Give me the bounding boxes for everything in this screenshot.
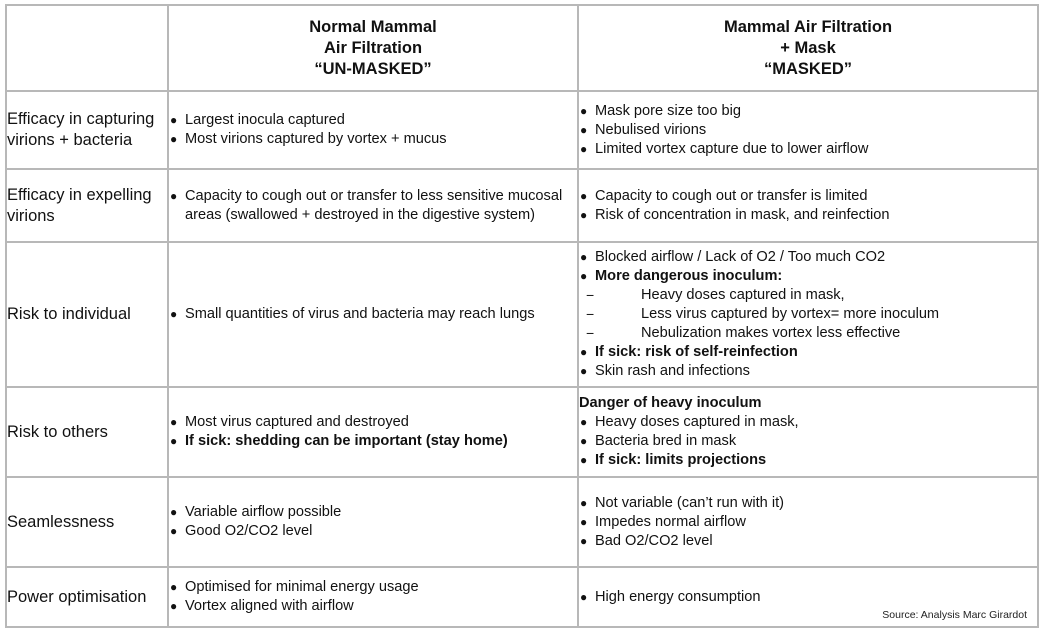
list-item	[579, 140, 1037, 159]
list-item	[169, 305, 577, 324]
row-label: Power optimisation	[6, 567, 168, 627]
list-item-text: Nebulization makes vortex less effective	[641, 325, 901, 341]
row-label: Risk to others	[6, 387, 168, 477]
bullet-icon: ●	[580, 141, 588, 156]
list-item-text: Mask pore size too big	[595, 102, 742, 119]
source-note: Source: Analysis Marc Girardot	[882, 609, 1027, 621]
list-item-text: Most virus captured and destroyed	[185, 414, 409, 430]
bullet-icon: ●	[170, 132, 178, 146]
bullet-icon: ●	[580, 103, 588, 118]
list-item	[169, 187, 577, 225]
list-item	[169, 503, 577, 522]
list-item	[579, 362, 1037, 381]
list-item-text: Bad O2/CO2 level	[595, 532, 713, 549]
bullet-icon: ●	[170, 580, 178, 594]
list-item	[579, 513, 1037, 532]
list-item	[169, 432, 577, 451]
masked-cell	[578, 91, 1038, 169]
list-item	[579, 494, 1037, 513]
list-item-text: Bacteria bred in mask	[595, 433, 737, 449]
list-item-text: High energy consumption	[595, 588, 761, 605]
unmasked-cell	[168, 91, 578, 169]
bullet-list	[169, 413, 577, 451]
bullet-icon: ●	[170, 599, 178, 613]
bullet-icon: ●	[580, 495, 588, 510]
list-item-text: Variable airflow possible	[185, 504, 342, 520]
bullet-list	[579, 494, 1037, 551]
header-masked-line: + Mask	[780, 38, 836, 57]
comparison-table	[5, 4, 1039, 628]
table-row	[6, 387, 1038, 477]
bullet-icon: ●	[170, 113, 178, 127]
bullet-icon: ●	[170, 307, 178, 321]
list-item	[579, 187, 1037, 206]
bullet-icon: ●	[170, 505, 178, 519]
bullet-list	[579, 413, 1037, 470]
bullet-icon: ●	[580, 207, 588, 222]
header-unmasked	[168, 5, 578, 91]
unmasked-cell	[168, 477, 578, 567]
list-item	[579, 206, 1037, 225]
list-item-text: Most virions captured by vortex + mucus	[185, 131, 447, 147]
header-unmasked-line: Normal Mammal	[309, 17, 437, 36]
bullet-icon: ●	[580, 345, 588, 359]
list-item	[169, 413, 577, 432]
table-body	[6, 91, 1038, 627]
list-item	[579, 432, 1037, 451]
list-item-text: More dangerous inoculum:	[595, 268, 783, 284]
list-item	[579, 343, 1037, 362]
header-masked	[578, 5, 1038, 91]
table-row	[6, 567, 1038, 627]
unmasked-cell	[168, 242, 578, 387]
header-unmasked-line: “UN-MASKED”	[314, 59, 432, 78]
list-item	[579, 102, 1037, 121]
bullet-list	[579, 187, 1037, 225]
table-row	[6, 242, 1038, 387]
header-masked-line: Mammal Air Filtration	[723, 17, 893, 36]
row-label: Efficacy in expelling virions	[6, 169, 168, 242]
bullet-list	[579, 588, 1037, 607]
bullet-icon: ●	[580, 364, 588, 378]
list-item-text: Capacity to cough out or transfer is limited	[595, 187, 868, 204]
list-item-text: Less virus captured by vortex= more inoculum	[641, 306, 940, 322]
list-item	[169, 578, 577, 597]
list-item-text: If sick: risk of self-reinfection	[595, 344, 798, 360]
bullet-icon: ●	[580, 188, 588, 203]
unmasked-cell	[168, 169, 578, 242]
list-item-text: Heavy doses captured in mask,	[595, 414, 799, 430]
bullet-list	[579, 248, 1037, 381]
bullet-icon: ●	[580, 269, 588, 283]
header-empty-cell	[6, 5, 168, 91]
list-item	[579, 267, 1037, 286]
dash-icon: −	[586, 306, 595, 322]
unmasked-cell	[168, 567, 578, 627]
list-item-text: If sick: limits projections	[595, 452, 767, 468]
list-item	[579, 588, 1037, 607]
bullet-icon: ●	[580, 434, 588, 448]
table-row	[6, 91, 1038, 169]
list-item-text: Blocked airflow / Lack of O2 / Too much CO2	[595, 249, 886, 265]
list-item	[579, 451, 1037, 470]
unmasked-cell	[168, 387, 578, 477]
bullet-icon: ●	[580, 589, 588, 604]
header-masked-line: “MASKED”	[763, 59, 852, 78]
list-item	[169, 130, 577, 149]
bullet-icon: ●	[580, 453, 588, 467]
bullet-list	[169, 187, 577, 225]
list-item-text: Impedes normal airflow	[595, 513, 746, 530]
sub-list-item	[579, 324, 1037, 343]
list-item-text: Largest inocula captured	[185, 112, 345, 128]
list-item	[169, 522, 577, 541]
sub-list-item	[579, 286, 1037, 305]
list-item-text: Heavy doses captured in mask,	[641, 287, 845, 303]
bullet-icon: ●	[170, 415, 178, 429]
header-row	[6, 5, 1038, 91]
dash-icon: −	[586, 287, 595, 303]
list-item	[169, 597, 577, 616]
list-item-text: Skin rash and infections	[595, 363, 750, 379]
bullet-list	[169, 111, 577, 149]
list-item	[579, 413, 1037, 432]
header-unmasked-line: Air Filtration	[323, 38, 423, 57]
row-label: Risk to individual	[6, 242, 168, 387]
bullet-icon: ●	[170, 434, 178, 448]
bullet-list	[169, 503, 577, 541]
bullet-list	[169, 305, 577, 324]
bullet-icon: ●	[580, 122, 588, 137]
bullet-list	[579, 102, 1037, 159]
list-item	[579, 248, 1037, 267]
row-label: Seamlessness	[6, 477, 168, 567]
table-row	[6, 169, 1038, 242]
bullet-icon: ●	[170, 188, 178, 203]
row-label: Efficacy in capturing virions + bacteria	[6, 91, 168, 169]
masked-cell	[578, 567, 1038, 627]
masked-cell	[578, 242, 1038, 387]
list-item-text: Vortex aligned with airflow	[185, 598, 354, 614]
sub-list-item	[579, 305, 1037, 324]
list-item-text: If sick: shedding can be important (stay home)	[185, 433, 508, 449]
list-item-text: Optimised for minimal energy usage	[185, 579, 419, 595]
list-item	[579, 121, 1037, 140]
masked-cell	[578, 387, 1038, 477]
list-item-text: Limited vortex capture due to lower airflow	[595, 140, 869, 157]
dash-icon: −	[586, 325, 595, 341]
list-item-text: Capacity to cough out or transfer to less sensitive mucosal areas (swallowed + destroyed in the digestive system)	[185, 187, 563, 223]
bullet-icon: ●	[170, 524, 178, 538]
masked-cell	[578, 169, 1038, 242]
bullet-icon: ●	[580, 415, 588, 429]
bullet-icon: ●	[580, 533, 588, 548]
list-item-text: Small quantities of virus and bacteria may reach lungs	[185, 306, 535, 322]
list-item-text: Nebulised virions	[595, 121, 707, 138]
list-item-text: Not variable (can’t run with it)	[595, 494, 784, 511]
list-item	[579, 532, 1037, 551]
list-item-text: Risk of concentration in mask, and reinfection	[595, 206, 890, 223]
bullet-list	[169, 578, 577, 616]
bullet-icon: ●	[580, 250, 588, 264]
list-item	[169, 111, 577, 130]
bullet-icon: ●	[580, 514, 588, 529]
list-item-text: Good O2/CO2 level	[185, 523, 313, 539]
masked-cell	[578, 477, 1038, 567]
masked-cell-heading: Danger of heavy inoculum	[579, 395, 762, 411]
table-row	[6, 477, 1038, 567]
